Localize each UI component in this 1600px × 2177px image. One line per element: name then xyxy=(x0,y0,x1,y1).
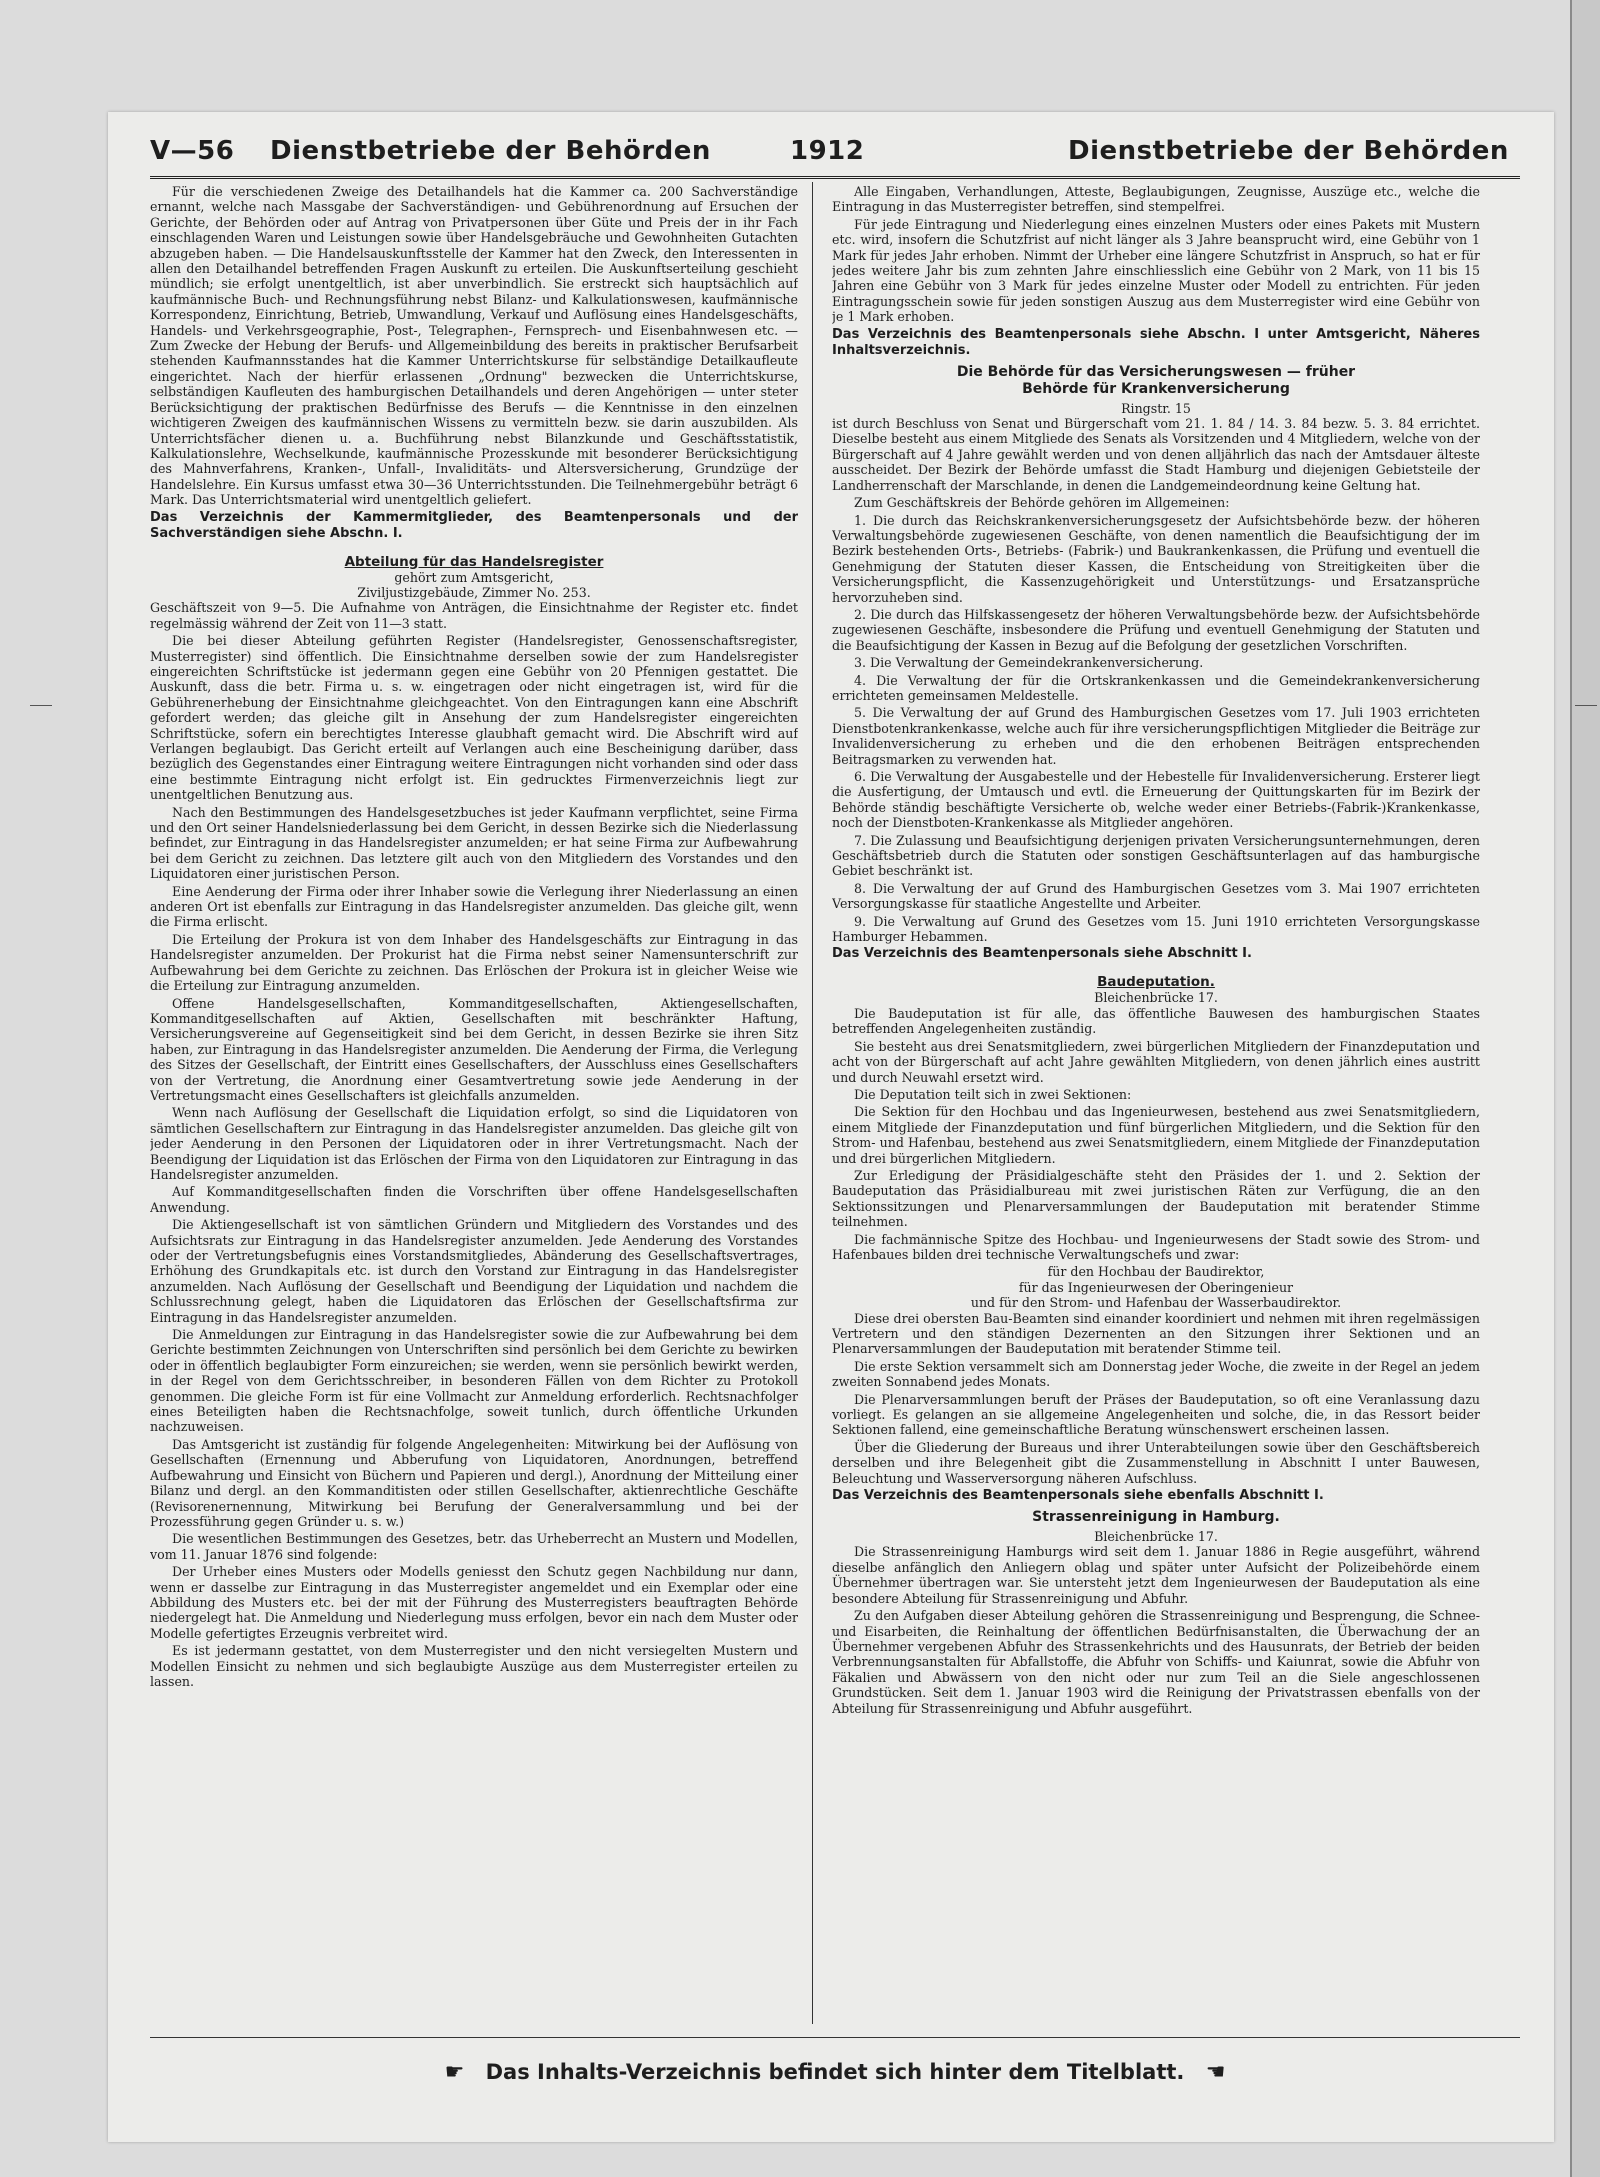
page-header xyxy=(150,130,1520,179)
list-item: 4. Die Verwaltung der für die Ortskrankenkassen und die Gemeindekrankenversicherung errichteten gemeinsamen Meldestelle. xyxy=(832,672,1480,703)
left-column xyxy=(150,184,798,2022)
footer-rule xyxy=(150,2037,1520,2038)
list-item: 5. Die Verwaltung der auf Grund des Hamburgischen Gesetzes vom 17. Juli 1903 errichteten Dienstbotenkrankenkasse, welche auch für ihre versicherungspflichtigen Mitglieder die Beiträge zur Invalidenversicherung zu erheben und die den erhobenen Beiträgen entsprechenden Beitragsmarken zu verwenden hat. xyxy=(832,705,1480,767)
paragraph: Sie besteht aus drei Senatsmitgliedern, zwei bürgerlichen Mitgliedern der Finanzdeputation und acht von der Bürgerschaft auf acht Jahre gewählten Mitgliedern, von denen jährlich eines austritt und durch Neuwahl ersetzt wird. xyxy=(832,1038,1480,1085)
list-item: 2. Die durch das Hilfskassengesetz der höheren Verwaltungsbehörde bezw. der Aufsichtsbehörde zugewiesenen Geschäfte, insbesondere die Prüfung und eventuell Genehmigung der Statuten und die Beaufsichtigung der Kassen in Bezug auf die Befolgung der gesetzlichen Vorschriften. xyxy=(832,606,1480,653)
paragraph: Eine Aenderung der Firma oder ihrer Inhaber sowie die Verlegung ihrer Niederlassung an einen anderen Ort ist ebenfalls zur Eintragung in das Handelsregister anzumelden. Das gleiche gilt, wenn die Firma erlischt. xyxy=(150,883,798,930)
paragraph: Die Aktiengesellschaft ist von sämtlichen Gründern und Mitgliedern des Vorstandes und des Aufsichtsrats zur Eintragung in das Handelsregister anzumelden. Jede Aenderung des Vorstandes oder der Vertretungsbefugnis eines Vorstandsmitgliedes, Abänderung des Gesellschaftsvertrages, Erhöhung des Grundkapitals etc. ist durch den Vorstand zur Eintragung in das Handelsregister anzumelden. Nach Auflösung der Gesellschaft und Beendigung der Liquidation und nachdem die Schlussrechnung gelegt, haben die Liquidatoren das Erlöschen der Gesellschaftsfirma zur Eintragung in das Handelsregister anzumelden. xyxy=(150,1217,798,1325)
running-title-right: Dienstbetriebe der Behörden xyxy=(1068,136,1509,166)
paragraph: Die Anmeldungen zur Eintragung in das Handelsregister sowie die zur Aufbewahrung bei dem Gerichte bestimmten Zeichnungen von Unterschriften sind persönlich bei dem Gerichte zu bewirken oder in öffentlich beglaubigter Form einzureichen; sie werden, wenn sie persönlich bewirkt werden, in der Regel von dem Gerichtsschreiber, in besonderen Fällen von dem Richter zu Protokoll genommen. Die gleiche Form ist für eine Vollmacht zur Anmeldung erforderlich. Rechtsnachfolger eines Beteiligten haben die Rechtsnachfolge, soweit tunlich, durch öffentliche Urkunden nachzuweisen. xyxy=(150,1327,798,1435)
list-line: für das Ingenieurwesen der Oberingenieur xyxy=(1018,1279,1294,1295)
scan-edge xyxy=(1570,0,1600,2177)
paragraph: Die Erteilung der Prokura ist von dem Inhaber des Handelsgeschäfts zur Eintragung in das Handelsregister anzumelden. Der Prokurist hat die Firma nebst seiner Namensunterschrift zur Aufbewahrung bei dem Gerichte zu zeichnen. Das Erlöschen der Prokura ist in gleicher Weise wie die Erteilung zur Eintragung anzumelden. xyxy=(150,931,798,994)
list-line: für den Hochbau der Baudirektor, xyxy=(1047,1264,1265,1280)
section-address: Bleichenbrücke 17. xyxy=(1094,990,1218,1006)
section-heading-handelsregister: Abteilung für das Handelsregister xyxy=(344,553,604,570)
section-heading-strassenreinigung: Strassenreinigung in Hamburg. xyxy=(1032,1509,1280,1526)
paragraph: Auf Kommanditgesellschaften finden die Vorschriften über offene Handelsgesellschaften Anwendung. xyxy=(150,1184,798,1215)
paragraph: Die Baudeputation ist für alle, das öffentliche Bauwesen des hamburgischen Staates betreffenden Angelegenheiten zuständig. xyxy=(832,1005,1480,1037)
paragraph: Nach den Bestimmungen des Handelsgesetzbuches ist jeder Kaufmann verpflichtet, seine Firma und den Ort seiner Handelsniederlassung bei dem Gericht, in dessen Bezirke sich die Niederlassung befindet, zur Eintragung in das Handelsregister anzumelden; er hat seine Firma zur Aufbewahrung bei dem Gericht zu zeichnen. Das letztere gilt auch von den Mitgliedern des Vorstandes und den Liquidatoren einer juristischen Person. xyxy=(150,804,798,882)
section-note: Das Verzeichnis der Kammermitglieder, des Beamtenpersonals und der Sachverständigen siehe Abschn. I. xyxy=(150,509,798,541)
section-address: Bleichenbrücke 17. xyxy=(1094,1529,1218,1545)
year: 1912 xyxy=(790,136,865,166)
section-note: Das Verzeichnis des Beamtenpersonals siehe ebenfalls Abschnitt I. xyxy=(832,1488,1324,1504)
heading-line: Behörde für Krankenversicherung xyxy=(1022,380,1290,397)
paragraph: Die erste Sektion versammelt sich am Donnerstag jeder Woche, die zweite in der Regel an jedem zweiten Sonnabend jedes Monats. xyxy=(832,1358,1480,1390)
paragraph: Alle Eingaben, Verhandlungen, Atteste, Beglaubigungen, Zeugnisse, Auszüge etc., welche die Eintragung in das Musterregister betreffen, sind stempelfrei. xyxy=(832,184,1480,215)
paragraph: Der Urheber eines Musters oder Modells geniesst den Schutz gegen Nachbildung nur dann, wenn er dasselbe zur Eintragung in das Musterregister angemeldet und ein Exemplar oder eine Abbildung des Musters etc. bei der mit der Führung des Musterregisters beauftragten Behörde niedergelegt hat. Die Anmeldung und Niederlegung muss erfolgen, bevor ein nach dem Muster oder Modelle gefertigtes Erzeugnis verbreitet wird. xyxy=(150,1564,798,1641)
paragraph: Die bei dieser Abteilung geführten Register (Handelsregister, Genossenschaftsregister, Musterregister) sind öffentlich. Die Einsichtnahme derselben sowie der zum Handelsregister eingereichten Schriftstücke ist jedermann gegen eine Gebühr von 20 Pfennigen gestattet. Die Auskunft, dass die betr. Firma u. s. w. eingetragen oder nicht eingetragen ist, wird für die Gebührenerhebung der Einsichtnahme gleichgeachtet. Von den Eintragungen kann eine Abschrift gefordert werden; das gleiche gilt in Ansehung der zum Handelsregister eingereichten Schriftstücke, sofern ein berechtigtes Interesse glaubhaft gemacht wird. Die Abschrift wird auf Verlangen beglaubigt. Das Gericht erteilt auf Verlangen auch eine Bescheinigung darüber, dass bezüglich des Gegenstandes einer Eintragung weitere Eintragungen nicht vorhanden sind oder dass eine bestimmte Eintragung nicht erfolgt ist. Ein gedrucktes Firmenverzeichnis liegt zur unentgeltlichen Benutzung aus. xyxy=(150,633,798,803)
pointing-hand-left-icon: ☚ xyxy=(1205,2060,1226,2085)
pointing-hand-right-icon: ☛ xyxy=(444,2060,465,2085)
paragraph: Das Amtsgericht ist zuständig für folgende Angelegenheiten: Mitwirkung bei der Auflösung von Gesellschaften (Ernennung und Abberufung von Liquidatoren, Anordnungen, betreffend Aufbewahrung und Einsicht von Büchern und Papieren und dergl.), Anordnung der Mitteilung einer Bilanz und dergl. an den Kommanditisten oder stillen Gesellschafter, aktienrechtliche Geschäfte (Revisorenernennung, Mitwirkung bei Berufung der Generalversammlung und bei der Prozessführung gegen Gründer u. s. w.) xyxy=(150,1436,798,1529)
section-address: Ziviljustizgebäude, Zimmer No. 253. xyxy=(357,584,591,600)
document-page xyxy=(108,112,1554,2142)
list-item: 8. Die Verwaltung der auf Grund des Hamburgischen Gesetzes vom 3. Mai 1907 errichteten Versorgungskasse für staatliche Angestellte und Arbeiter. xyxy=(832,880,1480,912)
list-item: 1. Die durch das Reichskrankenversicherungsgesetz der Aufsichtsbehörde bezw. der höheren Verwaltungsbehörde zugewiesenen Geschäfte, von denen namentlich die Beaufsichtigung der im Bezirk bestehenden Orts-, Betriebs- (Fabrik-) und Baukrankenkassen, die Prüfung und eventuell die Genehmigung der Statuten dieser Kassen, die Entscheidung von Streitigkeiten über die Versicherungspflicht, die Kassenzugehörigkeit und Unterstützungs- und Ersatzansprüche hervorzuheben sind. xyxy=(832,512,1480,605)
paragraph: Die wesentlichen Bestimmungen des Gesetzes, betr. das Urheberrecht an Mustern und Modellen, vom 11. Januar 1876 sind folgende: xyxy=(150,1531,798,1562)
section-heading-baudeputation: Baudeputation. xyxy=(1097,974,1215,991)
paragraph: Zum Geschäftskreis der Behörde gehören im Allgemeinen: xyxy=(854,495,1230,511)
paragraph: Für jede Eintragung und Niederlegung eines einzelnen Musters oder eines Pakets mit Mustern etc. wird, insofern die Schutzfrist auf nicht länger als 3 Jahre beansprucht wird, eine Gebühr von 1 Mark für jedes Jahr erhoben. Nimmt der Urheber eine längere Schutzfrist in Anspruch, so hat er für jedes weitere Jahr bis zum zehnten Jahre einschliesslich eine Gebühr von 2 Mark, von 11 bis 15 Jahren eine Gebühr von 3 Mark für jedes einzelne Muster oder Modell zu entrichten. Für jeden Eintragungsschein sowie für jeden sonstigen Auszug aus dem Musterregister wird eine Gebühr von je 1 Mark erhoben. xyxy=(832,216,1480,325)
list-line: und für den Strom- und Hafenbau der Wasserbaudirektor. xyxy=(970,1295,1342,1311)
paragraph: Die Strassenreinigung Hamburgs wird seit dem 1. Januar 1886 in Regie ausgeführt, während dieselbe anfänglich den Anliegern oblag und später unter Aufsicht der Polizeibehörde einem Übernehmer übertragen war. Sie untersteht jetzt dem Ingenieurwesen der Baudeputation als eine besondere Abteilung für Strassenreinigung und Abfuhr. xyxy=(832,1544,1480,1606)
margin-tick xyxy=(1575,705,1597,706)
right-column xyxy=(832,184,1480,2022)
page-footer xyxy=(150,2060,1520,2085)
page-number: V—56 xyxy=(150,136,235,166)
paragraph: Es ist jedermann gestattet, von dem Musterregister und den nicht versiegelten Mustern und Modellen Einsicht zu nehmen und sich beglaubigte Auszüge aus dem Musterregister erteilen zu lassen. xyxy=(150,1643,798,1689)
section-note: Das Verzeichnis des Beamtenpersonals siehe Abschnitt I. xyxy=(832,946,1252,962)
margin-tick xyxy=(30,705,52,706)
paragraph: Wenn nach Auflösung der Gesellschaft die Liquidation erfolgt, so sind die Liquidatoren von sämtlichen Gesellschaftern zur Eintragung in das Handelsregister anzumelden. Das gleiche gilt von jeder Aenderung in den Personen der Liquidatoren oder in ihrer Vertretungsmacht. Nach der Beendigung der Liquidation ist das Erlöschen der Firma von den Liquidatoren zur Eintragung in das Handelsregister anzumelden. xyxy=(150,1105,798,1182)
section-heading-versicherung xyxy=(832,364,1480,398)
section-address: Ringstr. 15 xyxy=(1121,400,1191,416)
paragraph: Die fachmännische Spitze des Hochbau- und Ingenieurwesens der Stadt sowie des Strom- und Hafenbaues bilden drei technische Verwaltungschefs und zwar: xyxy=(832,1231,1480,1262)
paragraph: Über die Gliederung der Bureaus und ihrer Unterabteilungen sowie über den Geschäftsbereich derselben und ihre Belegenheit gibt die Zusammenstellung in Abschnitt I unter Bauwesen, Beleuchtung und Wasserversorgung näheren Aufschluss. xyxy=(832,1439,1480,1486)
running-title-left: Dienstbetriebe der Behörden xyxy=(270,136,711,166)
list-item: 3. Die Verwaltung der Gemeindekrankenversicherung. xyxy=(854,655,1204,671)
list-item: 6. Die Verwaltung der Ausgabestelle und der Hebestelle für Invalidenversicherung. Ersterer liegt die Ausfertigung, der Umtausch und evtl. die Erneuerung der Quittungskarten für im Bezirk der Behörde ständig beschäftigte Versicherte ob, welche weder einer Betriebs-(Fabrik-)Krankenkasse, noch der Dienstboten-Krankenkasse als Mitglieder angehören. xyxy=(832,769,1480,831)
paragraph: Die Deputation teilt sich in zwei Sektionen: xyxy=(854,1086,1132,1102)
paragraph: ist durch Beschluss von Senat und Bürgerschaft vom 21. 1. 84 / 14. 3. 84 bezw. 5. 3. 84 errichtet. Dieselbe besteht aus einem Mitgliede des Senats als Vorsitzenden und 4 Mitgliedern, welche von der Bürgerschaft auf 4 Jahre gewählt werden und von denen alljährlich das nach der Amtsdauer älteste ausscheidet. Der Bezirk der Behörde umfasst die Stadt Hamburg und diejenigen Gebietsteile der Landherrenschaft der Marschlande, in denen die Landgemeindeordnung keine Geltung hat. xyxy=(832,416,1480,493)
paragraph: Die Plenarversammlungen beruft der Präses der Baudeputation, so oft eine Veranlassung dazu vorliegt. Es gelangen an sie allgemeine Angelegenheiten und solche, die, in das Ressort beider Sektionen fallend, eine gemeinschaftliche Beratung wünschenswert erscheinen lassen. xyxy=(832,1391,1480,1438)
list-item: 9. Die Verwaltung auf Grund des Gesetzes vom 15. Juni 1910 errichteten Versorgungskasse Hamburger Hebammen. xyxy=(832,913,1480,945)
paragraph: Zu den Aufgaben dieser Abteilung gehören die Strassenreinigung und Besprengung, die Schnee- und Eisarbeiten, die Reinhaltung der öffentlichen Bedürfnisanstalten, die Überwachung der an Übernehmer vergebenen Abfuhr des Strassenkehrichts und des Hausunrats, der Betrieb der beiden Verbrennungsanstalten für Abfallstoffe, die Abfuhr von Schiffs- und Kaiunrat, sowie die Abfuhr von Fäkalien und Abwässern von den nicht oder nur zum Teil an die Siele angeschlossenen Grundstücken. Seit dem 1. Januar 1903 wird die Reinigung der Privatstrassen ebenfalls von der Abteilung für Strassenreinigung und Abfuhr ausgeführt. xyxy=(832,1608,1480,1716)
paragraph: Die Sektion für den Hochbau und das Ingenieurwesen, bestehend aus zwei Senatsmitgliedern, einem Mitgliede der Finanzdeputation und fünf bürgerlichen Mitgliedern, und die Sektion für den Strom- und Hafenbau, bestehend aus zwei Senatsmitgliedern, einem Mitgliede der Finanzdeputation und drei bürgerlichen Mitgliedern. xyxy=(832,1104,1480,1166)
heading-line: Die Behörde für das Versicherungswesen — früher xyxy=(956,363,1356,380)
footer-text: Das Inhalts-Verzeichnis befindet sich hinter dem Titelblatt. xyxy=(485,2060,1185,2084)
list-item: 7. Die Zulassung und Beaufsichtigung derjenigen privaten Versicherungsunternehmungen, deren Geschäftsbetrieb durch die Statuten oder sonstigen Geschäftsunterlagen auf das hamburgische Gebiet beschränkt ist. xyxy=(832,832,1480,879)
column-divider xyxy=(812,182,813,2024)
paragraph: Geschäftszeit von 9—5. Die Aufnahme von Anträgen, die Einsichtnahme der Register etc. findet regelmässig während der Zeit von 11—3 statt. xyxy=(150,600,798,631)
paragraph: Für die verschiedenen Zweige des Detailhandels hat die Kammer ca. 200 Sachverständige ernannt, welche nach Massgabe der Sachverständigen- und Gebührenordnung auf Ersuchen der Gerichte, der Behörden oder auf Antrag von Privatpersonen über Güte und Preis der in ihr Fach einschlagenden Waren und Leistungen sowie über Handelsgebräuche und Gewohnheiten Gutachten abzugeben haben. — Die Handelsauskunftsstelle der Kammer hat den Zweck, den Interessenten in allen den Detailhandel betreffenden Fragen Auskunft zu erteilen. Die Auskunftserteilung geschieht mündlich; sie erfolgt unentgeltlich, ist aber unverbindlich. Sie erstreckt sich hauptsächlich auf kaufmännische Buch- und Rechnungsführung nebst Bilanz- und Kalkulationswesen, kaufmännische Korrespondenz, Einrichtung, Betrieb, Umwandlung, Verkauf und Auflösung eines Handelsgeschäfts, Handels- und Verkehrsgeographie, Post-, Telegraphen-, Fernsprech- und Eisenbahnwesen etc. — Zum Zwecke der Hebung der Berufs- und Allgemeinbildung des bereits in praktischer Berufsarbeit stehenden Kaufmannsstandes hat die Kammer Unterrichtskurse für selbständige Detailkaufleute eingerichtet. Nach der hierfür erlassenen „Ordnung" bezwecken die Unterrichtskurse, selbständigen Kaufleuten des hamburgischen Detailhandels und deren Angehörigen — unter steter Berücksichtigung der praktischen Bedürfnisse des Berufs — die Kenntnisse in den einzelnen wichtigeren Zweigen des kaufmännischen Wissens zu vermitteln bezw. sie darin auszubilden. Als Unterrichtsfächer dienen u. a. Buchführung nebst Bilanzkunde und Geschäftsstatistik, Kalkulationslehre, Wechselkunde, kaufmännische Prozesskunde mit besonderer Berücksichtigung des Mahnverfahrens, Kranken-, Unfall-, Invaliditäts- und Altersversicherung, Grundzüge der Handelslehre. Ein Kursus umfasst etwa 30—36 Unterrichtsstunden. Die Teilnehmergebühr beträgt 6 Mark. Das Unterrichtsmaterial wird unentgeltlich geliefert. xyxy=(150,184,798,508)
section-subline: gehört zum Amtsgericht, xyxy=(394,569,554,585)
paragraph: Offene Handelsgesellschaften, Kommanditgesellschaften, Aktiengesellschaften, Kommanditgesellschaften auf Aktien, Gesellschaften mit beschränkter Haftung, Versicherungsvereine auf Gegenseitigkeit sind bei dem Gericht, in dessen Bezirke sie ihren Sitz haben, zur Eintragung in das Handelsregister anzumelden. Die Aenderung der Firma, die Verlegung des Sitzes der Gesellschaft, der Eintritt eines Gesellschafters, der Ausschluss eines Gesellschafters von der Vertretung, die Anordnung einer Gesamtvertretung sowie jede Aenderung in der Vertretungsmacht eines Gesellschafters ist gleichfalls anzumelden. xyxy=(150,995,798,1103)
section-note: Das Verzeichnis des Beamtenpersonals siehe Abschn. I unter Amtsgericht, Näheres Inhaltsverzeichnis. xyxy=(832,326,1480,358)
paragraph: Diese drei obersten Bau-Beamten sind einander koordiniert und nehmen mit ihren regelmässigen Vertretern und den ständigen Dezernenten an den Sitzungen ihrer Sektionen und an Plenarversammlungen der Baudeputation mit beratender Stimme teil. xyxy=(832,1310,1480,1357)
paragraph: Zur Erledigung der Präsidialgeschäfte steht den Präsides der 1. und 2. Sektion der Baudeputation das Präsidialbureau mit zwei juristischen Räten zur Verfügung, die an den Sektionssitzungen und Plenarversammlungen der Baudeputation mit beratender Stimme teilnehmen. xyxy=(832,1167,1480,1230)
